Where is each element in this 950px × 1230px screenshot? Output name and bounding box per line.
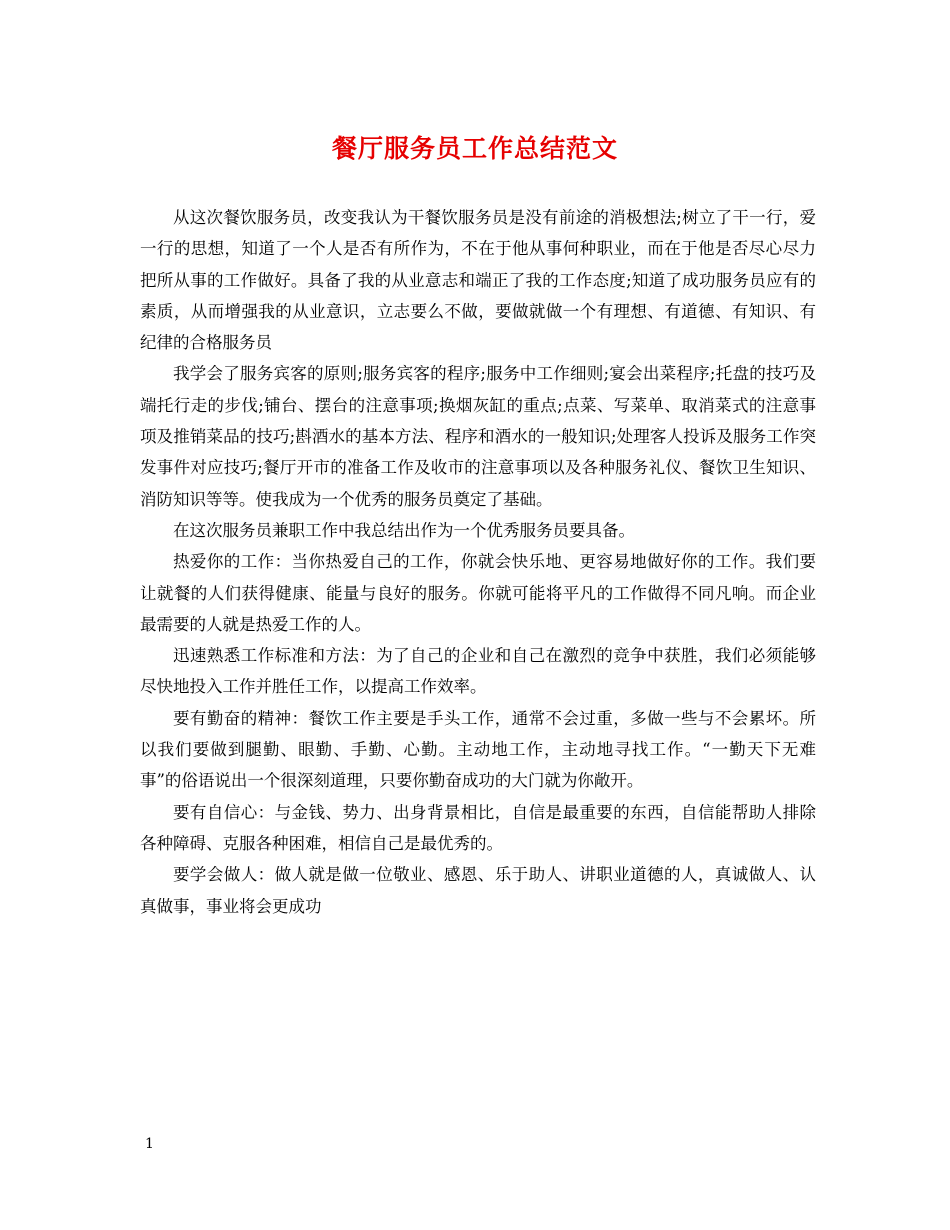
page-number: 1 [145, 1136, 154, 1152]
document-title: 餐厅服务员工作总结范文 [331, 134, 618, 163]
paragraph: 要有自信心：与金钱、势力、出身背景相比，自信是最重要的东西，自信能帮助人排除各种障碍、克服各种困难，相信自己是最优秀的。 [140, 802, 816, 853]
paragraph: 迅速熟悉工作标准和方法：为了自己的企业和自己在激烈的竞争中获胜，我们必须能够尽快地投入工作并胜任工作，以提高工作效率。 [140, 646, 816, 697]
paragraph: 在这次服务员兼职工作中我总结出作为一个优秀服务员要具备。 [173, 520, 635, 540]
paragraph: 要有勤奋的精神：餐饮工作主要是手头工作，通常不会过重，多做一些与不会累坏。所以我们要做到腿勤、眼勤、手勤、心勤。主动地工作，主动地寻找工作。“一勤天下无难事”的俗语说出一个很深刻道理，只要你勤奋成功的大门就为你敞开。 [140, 708, 816, 791]
paragraph: 我学会了服务宾客的原则;服务宾客的程序;服务中工作细则;宴会出菜程序;托盘的技巧及端托行走的步伐;铺台、摆台的注意事项;换烟灰缸的重点;点菜、写菜单、取消菜式的注意事项及推销菜品的技巧;斟酒水的基本方法、程序和酒水的一般知识;处理客人投诉及服务工作突发事件对应技巧;餐厅开市的准备工作及收市的注意事项以及各种服务礼仪、餐饮卫生知识、消防知识等等。使我成为一个优秀的服务员奠定了基础。 [140, 364, 816, 509]
document-body [140, 202, 816, 922]
paragraph: 从这次餐饮服务员，改变我认为干餐饮服务员是没有前途的消极想法;树立了干一行，爱一行的思想，知道了一个人是否有所作为，不在于他从事何种职业，而在于他是否尽心尽力把所从事的工作做好。具备了我的从业意志和端正了我的工作态度;知道了成功服务员应有的素质，从而增强我的从业意识，立志要么不做，要做就做一个有理想、有道德、有知识、有纪律的合格服务员 [140, 208, 816, 353]
paragraph: 要学会做人：做人就是做一位敬业、感恩、乐于助人、讲职业道德的人，真诚做人、认真做事，事业将会更成功 [140, 865, 816, 916]
paragraph: 热爱你的工作：当你热爱自己的工作，你就会快乐地、更容易地做好你的工作。我们要让就餐的人们获得健康、能量与良好的服务。你就可能将平凡的工作做得不同凡响。而企业最需要的人就是热爱工作的人。 [140, 552, 816, 634]
